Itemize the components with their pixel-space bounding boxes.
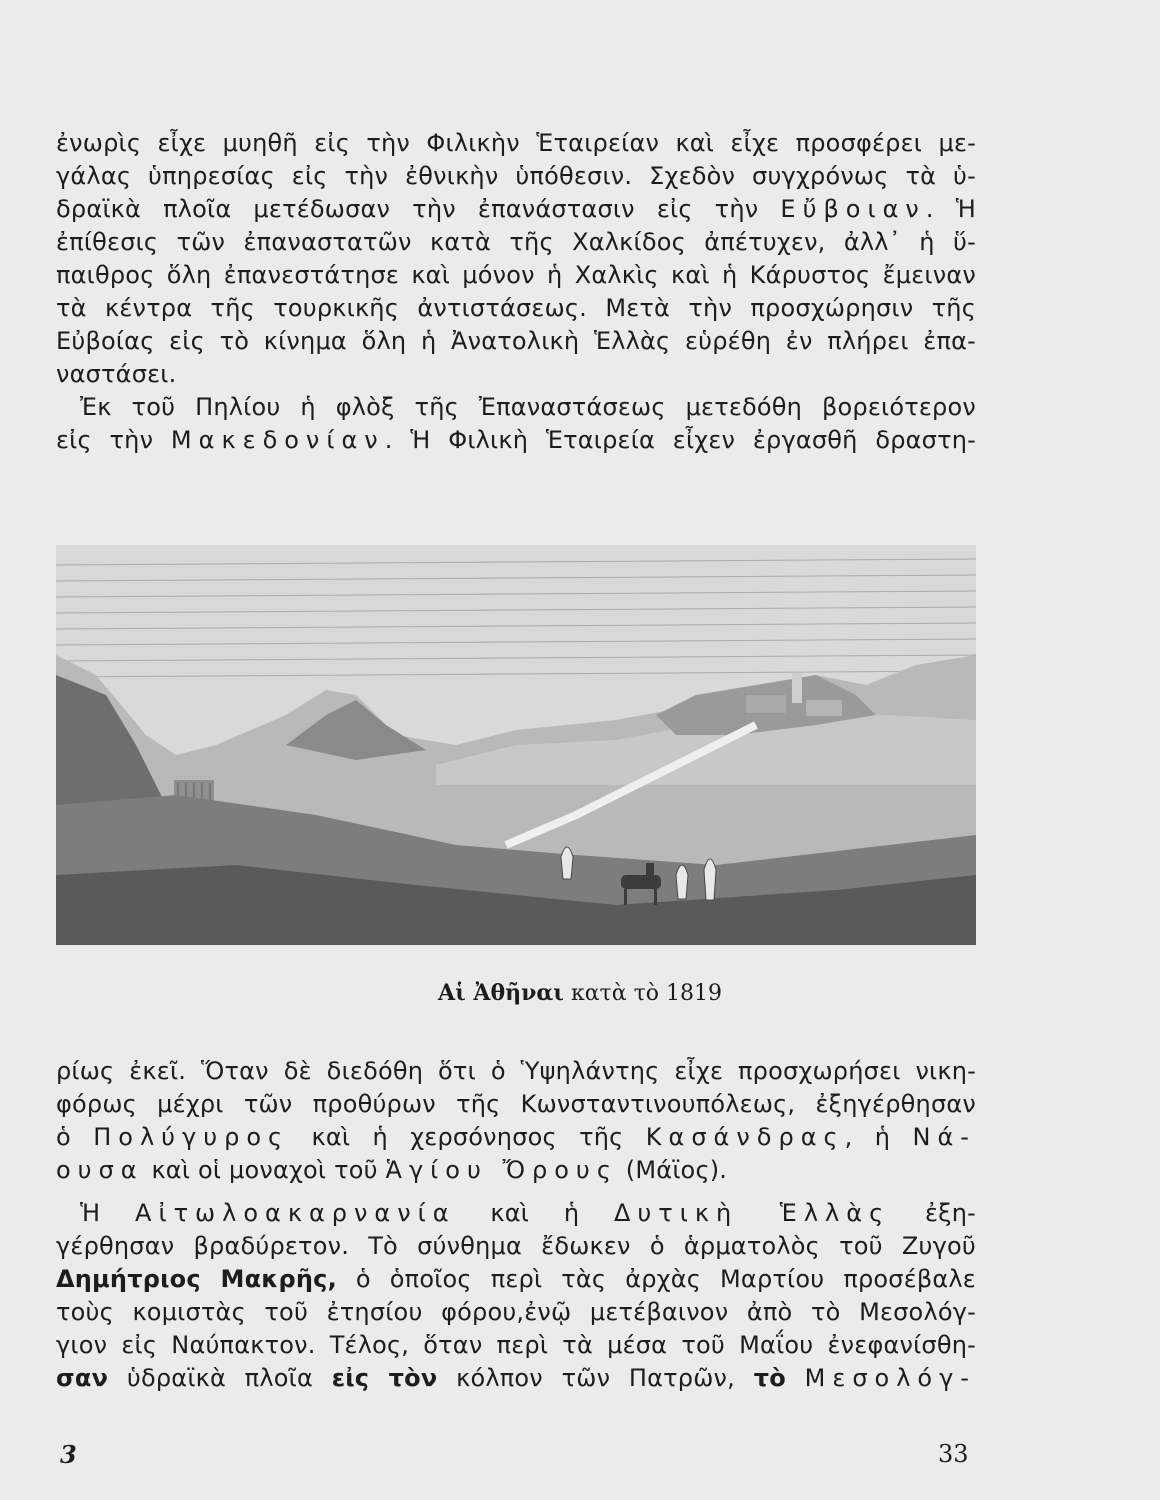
- spaced-name: Πολύγυρος: [93, 1123, 290, 1151]
- text-line: εἰς τὴν Μακεδονίαν. Ἡ Φιλικὴ Ἑταιρεία εἶχεν ἐργασθῆ δραστη-: [56, 426, 976, 454]
- spaced-name: Νά-: [912, 1123, 976, 1151]
- text-line: ὁ Πολύγυρος καὶ ἡ χερσόνησος τῆς Κασάνδρας, ἡ Νά-: [56, 1123, 976, 1151]
- text-line: τὰ κέντρα τῆς τουρκικῆς ἀντιστάσεως. Μετὰ τὴν προσχώρησιν τῆς: [56, 294, 976, 322]
- text-line: ἐνωρὶς εἶχε μυηθῆ εἰς τὴν Φιλικὴν Ἑταιρείαν καὶ εἶχε προσφέρει με-: [56, 129, 976, 157]
- spaced-name: Μακεδονίαν: [170, 426, 385, 454]
- text-line: ουσα καὶ οἱ μοναχοὶ τοῦ Ἁγίου Ὄρους (Μάϊος).: [56, 1156, 728, 1184]
- figure-caption: Αἱ Ἀθῆναι κατὰ τὸ 1819: [438, 980, 722, 1006]
- bold-name: Δημήτριος Μακρῆς,: [56, 1265, 337, 1293]
- text-line: σαν ὑδραϊκὰ πλοῖα εἰς τὸν κόλπον τῶν Πατρῶν, τὸ Μεσολόγ-: [56, 1364, 976, 1392]
- text-line: Εὐβοίας εἰς τὸ κίνημα ὅλη ἡ Ἀνατολικὴ Ἑλλὰς εὑρέθη ἐν πλήρει ἐπα-: [56, 327, 976, 355]
- text-line: τοὺς κομιστὰς τοῦ ἐτησίου φόρου,ἐνῷ μετέβαινον ἀπὸ τὸ Μεσολόγ-: [56, 1298, 976, 1326]
- page-number: 33: [938, 1440, 969, 1468]
- text-line: Δημήτριος Μακρῆς, ὁ ὁποῖος περὶ τὰς ἀρχὰς Μαρτίου προσέβαλε: [56, 1265, 976, 1293]
- text-line: δραϊκὰ πλοῖα μετέδωσαν τὴν ἐπανάστασιν εἰς τὴν Εὔβοιαν. Ἡ: [56, 195, 976, 223]
- text-line: Ἡ Αἰτωλοακαρνανία καὶ ἡ Δυτικὴ Ἑλλὰς ἐξη-: [80, 1199, 976, 1227]
- spaced-name: Κασάνδρας: [645, 1123, 845, 1151]
- text-line: γέρθησαν βραδύρετον. Τὸ σύνθημα ἔδωκεν ὁ ἁρματολὸς τοῦ Ζυγοῦ: [56, 1232, 976, 1260]
- text-line: Ἐκ τοῦ Πηλίου ἡ φλὸξ τῆς Ἐπαναστάσεως μετεδόθη βορειότερον: [80, 393, 976, 421]
- signature-mark: 3: [60, 1440, 77, 1469]
- text-line: ρίως ἐκεῖ. Ὅταν δὲ διεδόθη ὅτι ὁ Ὑψηλάντης εἶχε προσχωρήσει νικη-: [56, 1057, 976, 1085]
- text-line: φόρως μέχρι τῶν προθύρων τῆς Κωνσταντινουπόλεως, ἐξηγέρθησαν: [56, 1090, 976, 1118]
- spaced-name: ουσα: [56, 1156, 144, 1184]
- spaced-name: Ἁγίου Ὄρους: [385, 1156, 618, 1184]
- text-line: γιον εἰς Ναύπακτον. Τέλος, ὅταν περὶ τὰ μέσα τοῦ Μαΐου ἐνεφανίσθη-: [56, 1331, 976, 1359]
- spaced-name: Εὔβοιαν: [780, 195, 926, 223]
- text-line: ναστάσει.: [56, 360, 177, 388]
- text-line: παιθρος ὅλη ἐπανεστάτησε καὶ μόνον ἡ Χαλκὶς καὶ ἡ Κάρυστος ἔμειναν: [56, 261, 976, 289]
- spaced-name: Δυτικὴ Ἑλλὰς: [614, 1199, 891, 1227]
- spaced-name: Αἰτωλοακαρνανία: [135, 1199, 456, 1227]
- spaced-name: Μεσολόγ-: [804, 1364, 976, 1392]
- text-line: γάλας ὑπηρεσίας εἰς τὴν ἐθνικὴν ὑπόθεσιν. Σχεδὸν συγχρόνως τὰ ὑ-: [56, 162, 976, 190]
- engraving-illustration: [56, 545, 976, 945]
- text-line: ἐπίθεσις τῶν ἐπαναστατῶν κατὰ τῆς Χαλκίδος ἀπέτυχεν, ἀλλ᾿ ἡ ὕ-: [56, 228, 976, 256]
